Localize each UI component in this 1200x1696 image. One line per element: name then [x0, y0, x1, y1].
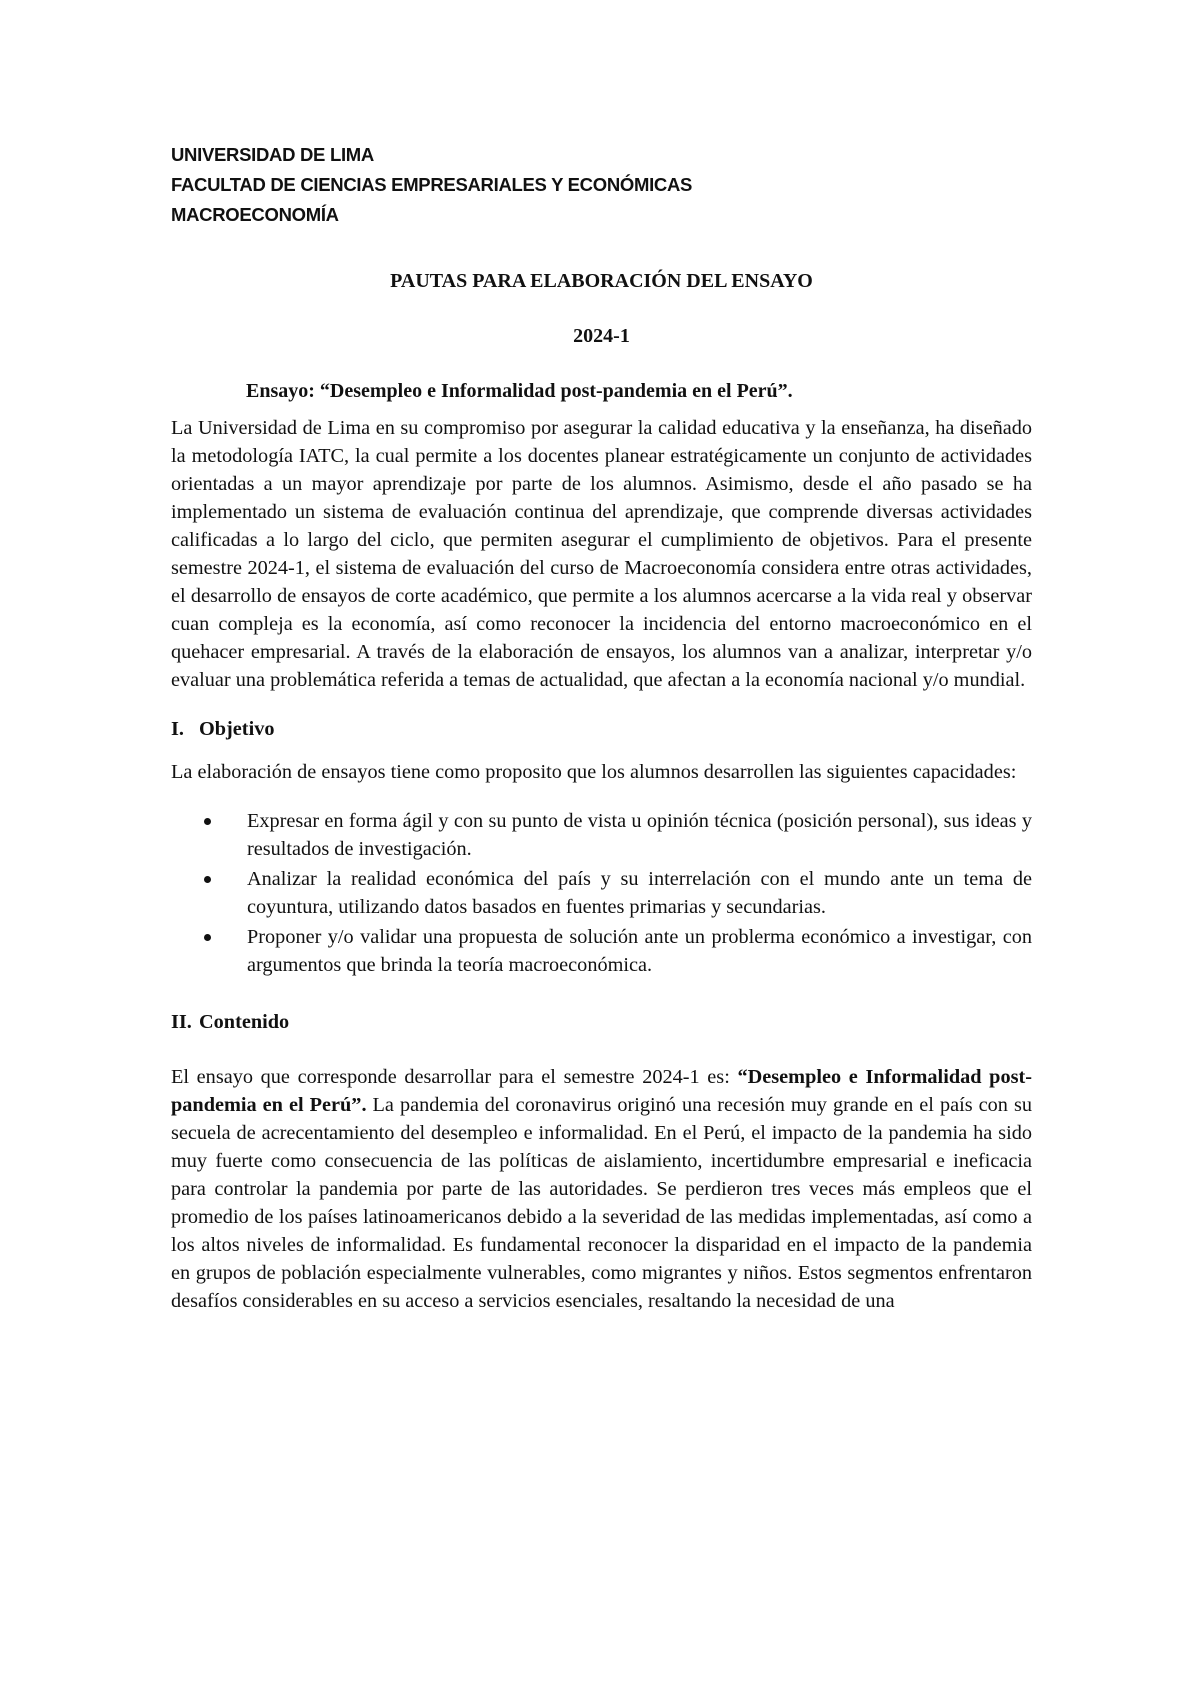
content-body: La pandemia del coronavirus originó una recesión muy grande en el país con su secuela de acrecentamiento del desempleo e informalidad. En el Perú, el impacto de la pandemia ha sido muy fuerte como consecuencia de las políticas de aislamiento, incertidumbre empresarial e ineficacia para controlar la pandemia por parte de las autoridades. Se perdieron tres veces más empleos que el promedio de los países latinoamericanos debido a la severidad de las medidas implementadas, así como a los altos niveles de informalidad. Es fundamental reconocer la disparidad en el impacto de la pandemia en grupos de población especialmente vulnerables, como migrantes y niños. Estos segmentos enfrentaron desafíos considerables en su acceso a servicios esenciales, resaltando la necesidad de una: [171, 1093, 1032, 1312]
document-body: [171, 140, 1032, 1335]
section-number: I.: [171, 718, 184, 741]
objective-paragraph: La elaboración de ensayos tiene como proposito que los alumnos desarrollen las siguientes capacidades:: [171, 761, 1017, 784]
list-item: [171, 923, 1032, 979]
content-paragraph: [171, 1063, 1032, 1315]
section-contenido-heading: [171, 1007, 1032, 1037]
intro-paragraph: La Universidad de Lima en su compromiso por asegurar la calidad educativa y la enseñanza, ha diseñado la metodología IATC, la cual permite a los docentes planear estratégicamente un conjunto de actividades orientadas a un mayor aprendizaje por parte de los alumnos. Asimismo, desde el año pasado se ha implementado un sistema de evaluación continua del aprendizaje, que comprende diversas actividades calificadas a lo largo del ciclo, que permiten asegurar el cumplimiento de objetivos. Para el presente semestre 2024-1, el sistema de evaluación del curso de Macroeconomía considera entre otras actividades, el desarrollo de ensayos de corte académico, que permite a los alumnos acercarse a la vida real y observar cuan compleja es la economía, así como reconocer la incidencia del entorno macroeconómico en el quehacer empresarial. A través de la elaboración de ensayos, los alumnos van a analizar, interpretar y/o evaluar una problemática referida a temas de actualidad, que afectan a la economía nacional y/o mundial.: [171, 417, 1032, 691]
university-name: UNIVERSIDAD DE LIMA: [171, 144, 374, 165]
section-title: Objetivo: [199, 718, 275, 741]
bullet-icon: [204, 934, 211, 941]
document-title: PAUTAS PARA ELABORACIÓN DEL ENSAYO: [390, 270, 813, 292]
document-year: 2024-1: [573, 325, 630, 347]
faculty-name: FACULTAD DE CIENCIAS EMPRESARIALES Y ECONÓMICAS: [171, 174, 693, 195]
list-item-text: Proponer y/o validar una propuesta de solución ante un problerma económico a investigar, con argumentos que brinda la teoría macroeconómica.: [247, 925, 1032, 976]
section-objetivo-heading: [171, 714, 1032, 744]
section-number: II.: [171, 1010, 192, 1033]
institution-header: [171, 140, 1032, 230]
content-lead: El ensayo que corresponde desarrollar para el semestre 2024-1 es:: [171, 1065, 738, 1088]
capabilities-list: [171, 807, 1032, 979]
list-item: [171, 865, 1032, 921]
list-item-text: Expresar en forma ágil y con su punto de vista u opinión técnica (posición personal), sus ideas y resultados de investigación.: [247, 809, 1032, 860]
bullet-icon: [204, 818, 211, 825]
essay-title: Ensayo: “Desempleo e Informalidad post-pandemia en el Perú”.: [246, 380, 793, 402]
bullet-icon: [204, 876, 211, 883]
list-item-text: Analizar la realidad económica del país y su interrelación con el mundo ante un tema de coyuntura, utilizando datos basados en fuentes primarias y secundarias.: [247, 867, 1032, 918]
content-essay-title: “Desempleo e Informalidad post-pandemia en el Perú”.: [171, 1065, 1032, 1116]
course-name: MACROECONOMÍA: [171, 204, 339, 225]
list-item: [171, 807, 1032, 863]
section-title: Contenido: [199, 1010, 290, 1033]
